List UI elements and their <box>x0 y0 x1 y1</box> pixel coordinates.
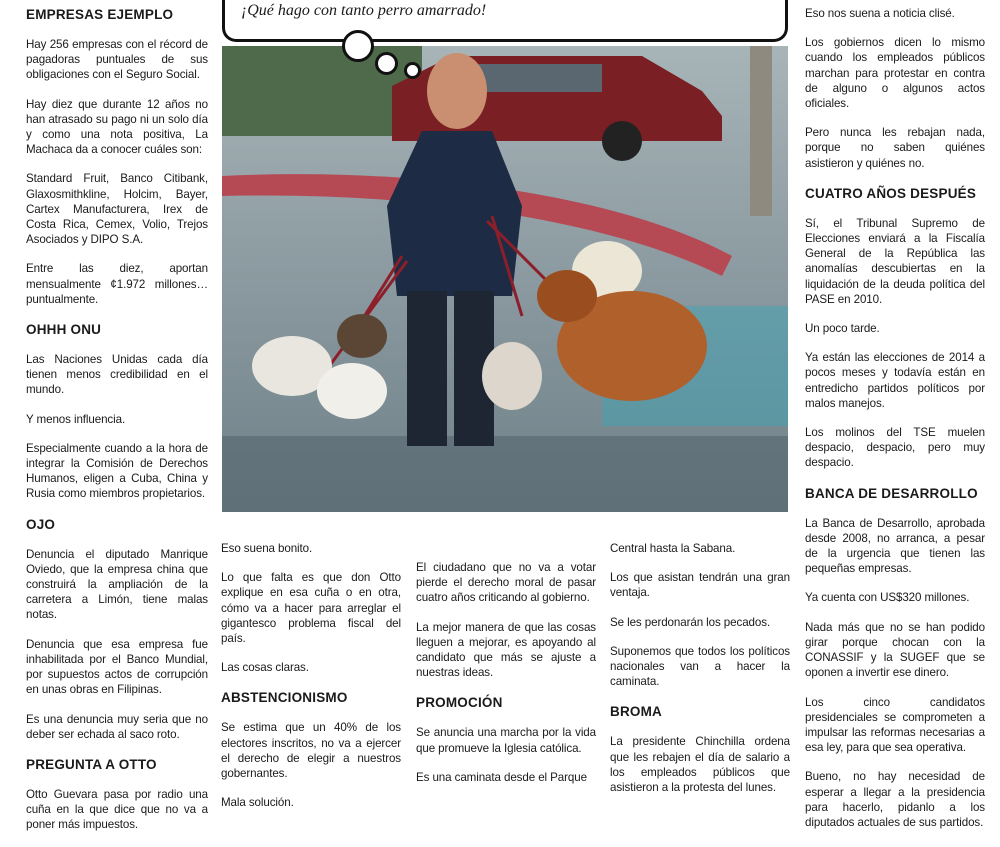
paragraph: La mejor manera de que las cosas lleguen a mejorar, es apoyando al candidato que más se ajuste a nuestras ideas. <box>416 620 596 680</box>
paragraph: Denuncia el diputado Manrique Oviedo, que la empresa china que construirá la ampliación de la carretera a Limón, tiene malas notas. <box>26 547 208 622</box>
paragraph: Entre las diez, aportan mensualmente ¢1.972 millones… puntualmente. <box>26 262 208 306</box>
paragraph: Lo que falta es que don Otto explique en esa cuña o en otra, cómo va a hacer para arreglar el gigantesco problema fiscal del país. <box>221 571 401 646</box>
paragraph: Otto Guevara pasa por radio una cuña en la que dice que no va a poner más impuestos. <box>26 787 208 832</box>
bubble-dot-large <box>342 30 374 62</box>
section-heading: CUATRO AÑOS DESPUÉS <box>805 185 977 201</box>
paragraph: Ya están las elecciones de 2014 a pocos meses y todavía están en entredicho partidos políticos por malos manejos. <box>805 351 985 410</box>
paragraph: Hay diez que durante 12 años no han atrasado su pago ni un solo día y como una nota positiva, La Machaca da a conocer cuáles son: <box>26 97 208 157</box>
paragraph: Especialmente cuando a la hora de integrar la Comisión de Derechos Humanos, eligen a Cuba, China y Rusia como miembros propietarios. <box>26 441 208 501</box>
paragraph: El ciudadano que no va a votar pierde el derecho moral de pasar cuatro años criticando al gobierno. <box>416 561 596 605</box>
bubble-dot-small <box>404 62 421 79</box>
paragraph: Se estima que un 40% de los electores inscritos, no va a ejercer el derecho de elegir a nuestros gobernantes. <box>221 721 401 781</box>
paragraph: Bueno, no hay necesidad de esperar a llegar a la presidencia para hacerlo, pidanlo a los diputados actuales de sus partidos. <box>805 770 985 829</box>
paragraph: Las cosas claras. <box>221 661 309 675</box>
column-bottom-2 <box>416 560 596 799</box>
section-heading: OHHH ONU <box>26 322 102 338</box>
section-heading: OJO <box>26 516 56 532</box>
paragraph: Pero nunca les rebajan nada, porque no saben quiénes asistieron y quiénes no. <box>805 126 985 170</box>
paragraph: Se anuncia una marcha por la vida que promueve la Iglesia católica. <box>416 726 596 755</box>
paragraph: Las Naciones Unidas cada día tienen menos credibilidad en el mundo. <box>26 353 208 397</box>
column-bottom-3 <box>610 541 790 809</box>
paragraph: Eso suena bonito. <box>221 542 313 555</box>
section-heading: PROMOCIÓN <box>416 695 503 711</box>
paragraph: Central hasta la Sabana. <box>610 542 736 555</box>
section-heading: EMPRESAS EJEMPLO <box>26 7 174 22</box>
paragraph: Sí, el Tribunal Supremo de Elecciones enviará a la Fiscalía General de la República las anomalías descubiertas en la liquidación de la deuda política del PASE en 2010. <box>805 216 985 306</box>
paragraph: Los que asistan tendrán una gran ventaja. <box>610 571 790 600</box>
paragraph: Los cinco candidatos presidenciales se comprometen a impulsar las reformas necesarias a esa ley, para que sea operativa. <box>805 695 985 755</box>
column-right <box>805 6 985 844</box>
paragraph: Un poco tarde. <box>805 322 880 336</box>
photo-illustration <box>222 46 788 512</box>
thought-bubble <box>222 0 788 42</box>
section-heading: BROMA <box>610 704 662 720</box>
paragraph: Ya cuenta con US$320 millones. <box>805 591 970 605</box>
section-heading: BANCA DE DESARROLLO <box>805 485 978 501</box>
paragraph: La presidente Chinchilla ordena que les rebajen el día de salario a los empleados públicos que asistieron a la protesta del lunes. <box>610 735 790 795</box>
section-heading: PREGUNTA A OTTO <box>26 756 157 772</box>
column-bottom-1 <box>221 541 401 824</box>
paragraph: Los molinos del TSE muelen despacio, despacio, pero muy despacio. <box>805 426 985 470</box>
paragraph: La Banca de Desarrollo, aprobada desde 2008, no arranca, a pesar de la urgencia que tienen las pequeñas empresas. <box>805 516 985 576</box>
paragraph: Eso nos suena a noticia clisé. <box>805 7 955 20</box>
paragraph: Nada más que no se han podido girar porque chocan con la CONASSIF y la SUGEF que se oponen a invertir ese dinero. <box>805 620 985 680</box>
paragraph: Es una denuncia muy seria que no deber ser echada al saco roto. <box>26 712 208 741</box>
paragraph: Suponemos que todos los políticos nacionales van a hacer la caminata. <box>610 644 790 689</box>
paragraph: Denuncia que esa empresa fue inhabilitada por el Banco Mundial, por supuestos actos de corrupción en unas obras en Filipinas. <box>26 637 208 697</box>
bubble-text: ¡Qué hago con tanto perro amarrado! <box>241 2 487 19</box>
paragraph: Se les perdonarán los pecados. <box>610 615 771 629</box>
column-left <box>26 6 208 847</box>
bubble-dot-medium <box>375 52 398 75</box>
paragraph: Standard Fruit, Banco Citibank, Glaxosmithkline, Holcim, Bayer, Cartex Manufacturera, Irex de Costa Rica, Cemex, Volio, Trejos Asociados y DIPO S.A. <box>26 172 208 247</box>
paragraph: Mala solución. <box>221 796 294 810</box>
paragraph: Y menos influencia. <box>26 412 126 426</box>
section-heading: ABSTENCIONISMO <box>221 690 348 706</box>
paragraph: Es una caminata desde el Parque <box>416 770 587 784</box>
paragraph: Hay 256 empresas con el récord de pagadoras puntuales de sus obligaciones con el Seguro Social. <box>26 38 208 82</box>
paragraph: Los gobiernos dicen lo mismo cuando los empleados públicos marchan para protestar en contra de alguno o algunos actos oficiales. <box>805 36 985 111</box>
photo-man-walking-dogs <box>222 46 788 512</box>
